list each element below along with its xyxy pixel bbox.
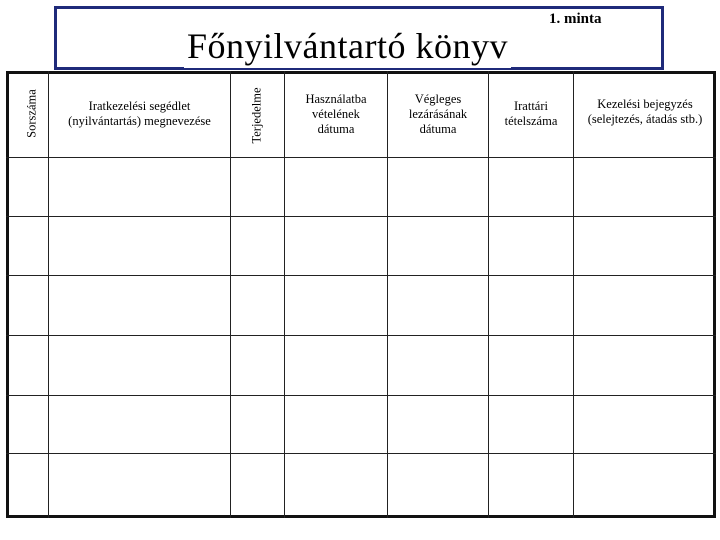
row-divider	[6, 453, 716, 454]
column-header-close-date: Végleges lezárásának dátuma	[408, 91, 468, 136]
column-header-extent: Terjedelme	[249, 87, 264, 144]
row-divider	[6, 335, 716, 336]
page-title: Főnyilvántartó könyv	[184, 24, 511, 68]
row-divider	[6, 395, 716, 396]
sample-label: 1. minta	[549, 11, 602, 27]
column-header-handling-entry: Kezelési bejegyzés (selejtezés, átadás stb.)	[587, 97, 703, 126]
header-divider	[6, 157, 716, 158]
row-divider	[6, 275, 716, 276]
column-header-register-name: Iratkezelési segédlet (nyilvántartás) megnevezése	[68, 99, 211, 128]
column-header-start-date: Használatba vételének dátuma	[305, 91, 367, 136]
row-divider	[6, 216, 716, 217]
column-divider	[230, 71, 231, 518]
column-header-serial: Sorszáma	[24, 89, 39, 138]
column-header-file-number: Irattári tételszáma	[504, 99, 558, 128]
